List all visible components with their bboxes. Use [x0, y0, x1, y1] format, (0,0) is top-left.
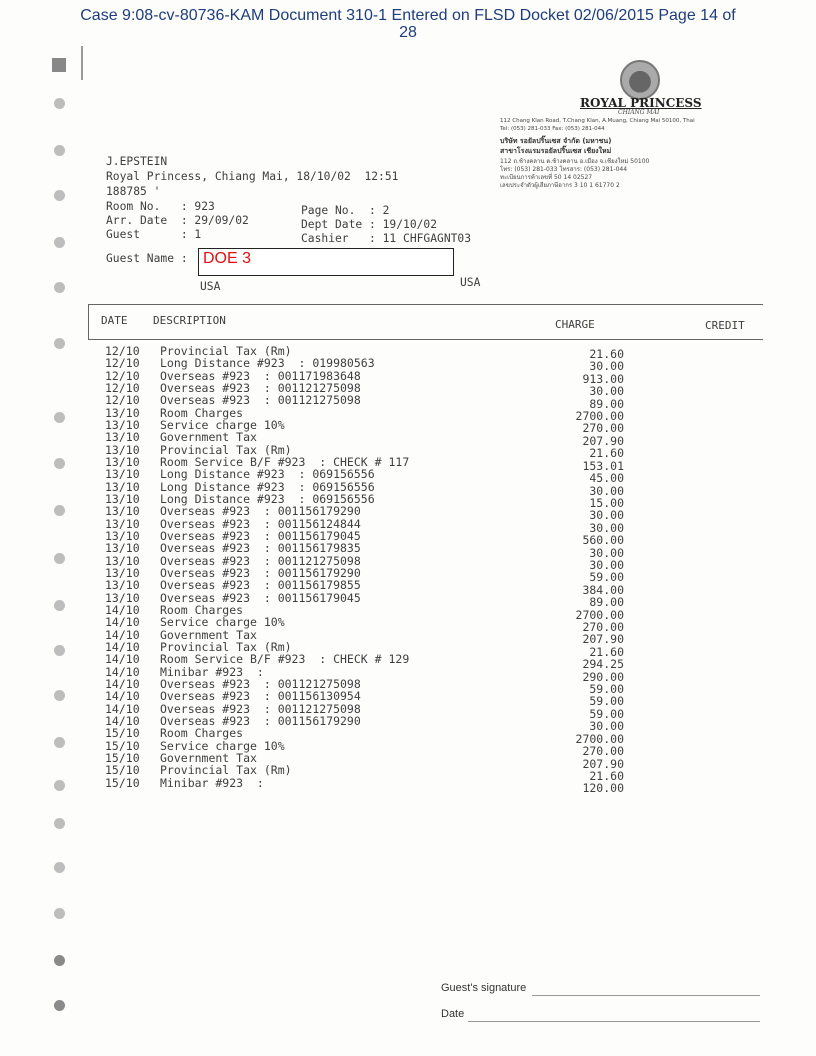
table-header [88, 304, 763, 340]
row-date: 13/10 [105, 553, 140, 568]
row-date: 15/10 [105, 763, 140, 778]
row-date: 14/10 [105, 676, 140, 691]
row-charge: 290.00 [582, 669, 624, 684]
row-date: 13/10 [105, 541, 140, 556]
row-description: Room Charges [160, 726, 244, 741]
binder-hole [54, 1000, 65, 1011]
row-date: 13/10 [105, 504, 140, 519]
row-charge: 270.00 [582, 620, 624, 634]
row-description: Overseas #923 : 001121275098 [160, 701, 361, 716]
row-charge: 207.90 [582, 433, 624, 448]
row-charge: 21.60 [589, 644, 624, 659]
guest-country-line: USA [200, 280, 221, 293]
row-date: 13/10 [105, 565, 140, 580]
hotel-company-th: บริษัท รอยัลปริ๊นเซส จำกัด (มหาชน) [500, 137, 612, 145]
row-description: Government Tax [160, 430, 257, 445]
header-date: DATE [101, 314, 128, 327]
row-charge: 21.60 [589, 768, 624, 783]
row-description: Minibar #923 : [160, 664, 264, 679]
scan-mark [52, 58, 66, 72]
row-description: Overseas #923 : 001121275098 [160, 553, 361, 568]
row-description: Provincial Tax (Rm) [160, 344, 292, 358]
row-date: 13/10 [105, 417, 140, 432]
row-date: 14/10 [105, 664, 140, 679]
row-charge: 59.00 [589, 706, 624, 721]
hotel-branch-th: สาขาโรงแรมรอยัลปริ๊นเซส เชียงใหม่ [500, 147, 612, 155]
case-header-line1: Case 9:08-cv-80736-KAM Document 310-1 Entered on FLSD Docket 02/06/2015 Page 14 of [80, 7, 736, 24]
row-date: 14/10 [105, 639, 140, 654]
row-date: 13/10 [105, 454, 140, 469]
row-charge: 30.00 [589, 520, 624, 535]
row-date: 12/10 [105, 356, 140, 371]
row-description: Overseas #923 : 001156130954 [160, 689, 361, 704]
row-description: Overseas #923 : 001121275098 [160, 380, 361, 395]
row-date: 13/10 [105, 590, 140, 605]
row-description: Long Distance #923 : 069156556 [160, 479, 375, 494]
guest-name-label: Guest Name : [106, 252, 188, 265]
guest-signature-line [532, 995, 760, 996]
row-charge: 384.00 [582, 582, 624, 597]
row-charge: 30.00 [589, 508, 624, 523]
row-charge: 207.90 [582, 632, 624, 647]
row-description: Overseas #923 : 001156179290 [160, 713, 361, 728]
row-charge: 30.00 [589, 557, 624, 572]
room-number: Room No. : 923 [106, 200, 215, 213]
row-charge: 270.00 [582, 744, 624, 759]
row-date: 13/10 [105, 442, 140, 457]
binder-hole [54, 98, 65, 109]
header-credit: CREDIT [705, 319, 745, 332]
row-date: 12/10 [105, 380, 140, 395]
departure-date: Dept Date : 19/10/02 [301, 218, 438, 231]
hotel-tel-th: โทร: (053) 281-033 โทรสาร: (053) 281-044 [500, 166, 628, 173]
hotel-reg-th: ทะเบียนการค้าเลขที่ 50 14 02527 [500, 174, 593, 181]
arrival-date: Arr. Date : 29/09/02 [106, 214, 249, 227]
row-description: Provincial Tax (Rm) [160, 442, 292, 457]
row-description: Room Service B/F #923 : CHECK # 129 [160, 652, 410, 667]
header-charge: CHARGE [555, 318, 595, 331]
hotel-city: CHIANG MAI [618, 109, 660, 116]
case-header-line2: 28 [399, 24, 417, 41]
hotel-address-th: 112 ถ.ช้างคลาน ต.ช้างคลาน อ.เมือง จ.เชียงใหม่ 50100 [500, 158, 650, 165]
row-date: 15/10 [105, 738, 140, 753]
guest-name-value: DOE 3 [203, 250, 252, 267]
signature-date-line [468, 1021, 760, 1022]
row-description: Overseas #923 : 001156179855 [160, 578, 361, 593]
row-date: 13/10 [105, 430, 140, 445]
case-header [0, 7, 816, 41]
row-date: 14/10 [105, 627, 140, 642]
row-description: Overseas #923 : 001156179045 [160, 528, 361, 543]
row-description: Overseas #923 : 001156179290 [160, 504, 361, 519]
row-description: Room Charges [160, 405, 244, 420]
hotel-name: ROYAL PRINCESS [580, 96, 702, 110]
row-date: 14/10 [105, 652, 140, 667]
row-description: Service charge 10% [160, 615, 285, 630]
guest-country: USA [460, 276, 481, 289]
row-charge: 270.00 [582, 421, 624, 436]
row-date: 13/10 [105, 516, 140, 531]
hotel-tax-th: เลขประจำตัวผู้เสียภาษีอากร 3 10 1 61770 2 [500, 182, 620, 189]
binder-hole [54, 908, 65, 919]
row-charge: 59.00 [589, 682, 624, 697]
row-description: Long Distance #923 : 019980563 [160, 356, 375, 371]
row-charge: 913.00 [582, 371, 624, 386]
row-date: 15/10 [105, 726, 140, 741]
row-description: Provincial Tax (Rm) [160, 763, 292, 778]
guest-surname: J.EPSTEIN [106, 155, 168, 168]
row-charge: 30.00 [589, 545, 624, 560]
row-date: 14/10 [105, 689, 140, 704]
row-date: 13/10 [105, 479, 140, 494]
row-date: 13/10 [105, 405, 140, 420]
row-charge: 30.00 [589, 483, 624, 498]
row-description: Provincial Tax (Rm) [160, 639, 292, 654]
binder-hole [54, 145, 65, 156]
row-description: Overseas #923 : 001121275098 [160, 676, 361, 691]
row-charge: 21.60 [589, 347, 624, 361]
binder-hole [54, 282, 65, 293]
row-charge: 294.25 [582, 657, 624, 672]
row-charge: 89.00 [589, 595, 624, 610]
cashier: Cashier : 11 CHFGAGNT03 [301, 232, 472, 245]
row-description: Service charge 10% [160, 417, 285, 432]
row-date: 14/10 [105, 713, 140, 728]
row-date: 13/10 [105, 467, 140, 482]
row-description: Minibar #923 : [160, 775, 264, 790]
row-description: Government Tax [160, 627, 257, 642]
bill-location-date: Royal Princess, Chiang Mai, 18/10/02 12:51 [106, 170, 399, 183]
row-date: 13/10 [105, 528, 140, 543]
row-date: 14/10 [105, 615, 140, 630]
guest-count: Guest : 1 [106, 228, 202, 241]
row-charge: 59.00 [589, 694, 624, 709]
row-description: Room Service B/F #923 : CHECK # 117 [160, 454, 410, 469]
binder-hole [54, 818, 65, 829]
row-charge: 2700.00 [575, 731, 624, 746]
row-description: Overseas #923 : 001156179835 [160, 541, 361, 556]
row-description: Government Tax [160, 750, 257, 765]
row-description: Overseas #923 : 001156179045 [160, 590, 361, 605]
row-charge: 15.00 [589, 495, 624, 510]
binder-hole [54, 862, 65, 873]
row-charge: 59.00 [589, 570, 624, 585]
scan-mark-line [81, 46, 83, 80]
hotel-address-en: 112 Chang Klan Road, T.Chang Klan, A.Muang, Chiang Mai 50100, Thai [500, 118, 695, 124]
header-description: DESCRIPTION [153, 314, 226, 327]
row-charge: 30.00 [589, 384, 624, 399]
row-description: Overseas #923 : 001156124844 [160, 516, 361, 531]
row-description: Service charge 10% [160, 738, 285, 753]
binder-hole [54, 955, 65, 966]
row-date: 12/10 [105, 393, 140, 408]
hotel-tel-en: Tel: (053) 281-033 Fax: (053) 281-044 [500, 126, 605, 132]
row-date: 12/10 [105, 344, 140, 358]
row-charge: 89.00 [589, 396, 624, 411]
row-charge: 2700.00 [575, 607, 624, 622]
row-charge: 120.00 [582, 781, 624, 796]
row-date: 14/10 [105, 602, 140, 617]
binder-hole [54, 190, 65, 201]
row-date: 12/10 [105, 368, 140, 383]
row-charge: 30.00 [589, 359, 624, 374]
hotel-crest-icon [620, 60, 660, 100]
row-description: Long Distance #923 : 069156556 [160, 491, 375, 506]
row-charge: 2700.00 [575, 409, 624, 424]
row-description: Overseas #923 : 001156179290 [160, 565, 361, 580]
row-charge: 560.00 [582, 533, 624, 548]
row-date: 15/10 [105, 750, 140, 765]
row-description: Room Charges [160, 602, 244, 617]
row-date: 14/10 [105, 701, 140, 716]
row-charge: 207.90 [582, 756, 624, 771]
row-charge: 153.01 [582, 458, 624, 473]
guest-name-redaction-box [198, 248, 454, 276]
row-charge: 21.60 [589, 446, 624, 461]
binder-hole [54, 237, 65, 248]
row-date: 15/10 [105, 775, 140, 790]
folio-number: 188785 ' [106, 185, 161, 198]
signature-date-label: Date [441, 1008, 465, 1020]
guest-signature-label: Guest's signature [441, 982, 527, 994]
row-description: Overseas #923 : 001121275098 [160, 393, 361, 408]
row-description: Overseas #923 : 001171983648 [160, 368, 361, 383]
row-date: 13/10 [105, 578, 140, 593]
row-charge: 45.00 [589, 471, 624, 486]
row-description: Long Distance #923 : 069156556 [160, 467, 375, 482]
row-charge: 30.00 [589, 719, 624, 734]
page-number: Page No. : 2 [301, 204, 390, 217]
row-date: 13/10 [105, 491, 140, 506]
